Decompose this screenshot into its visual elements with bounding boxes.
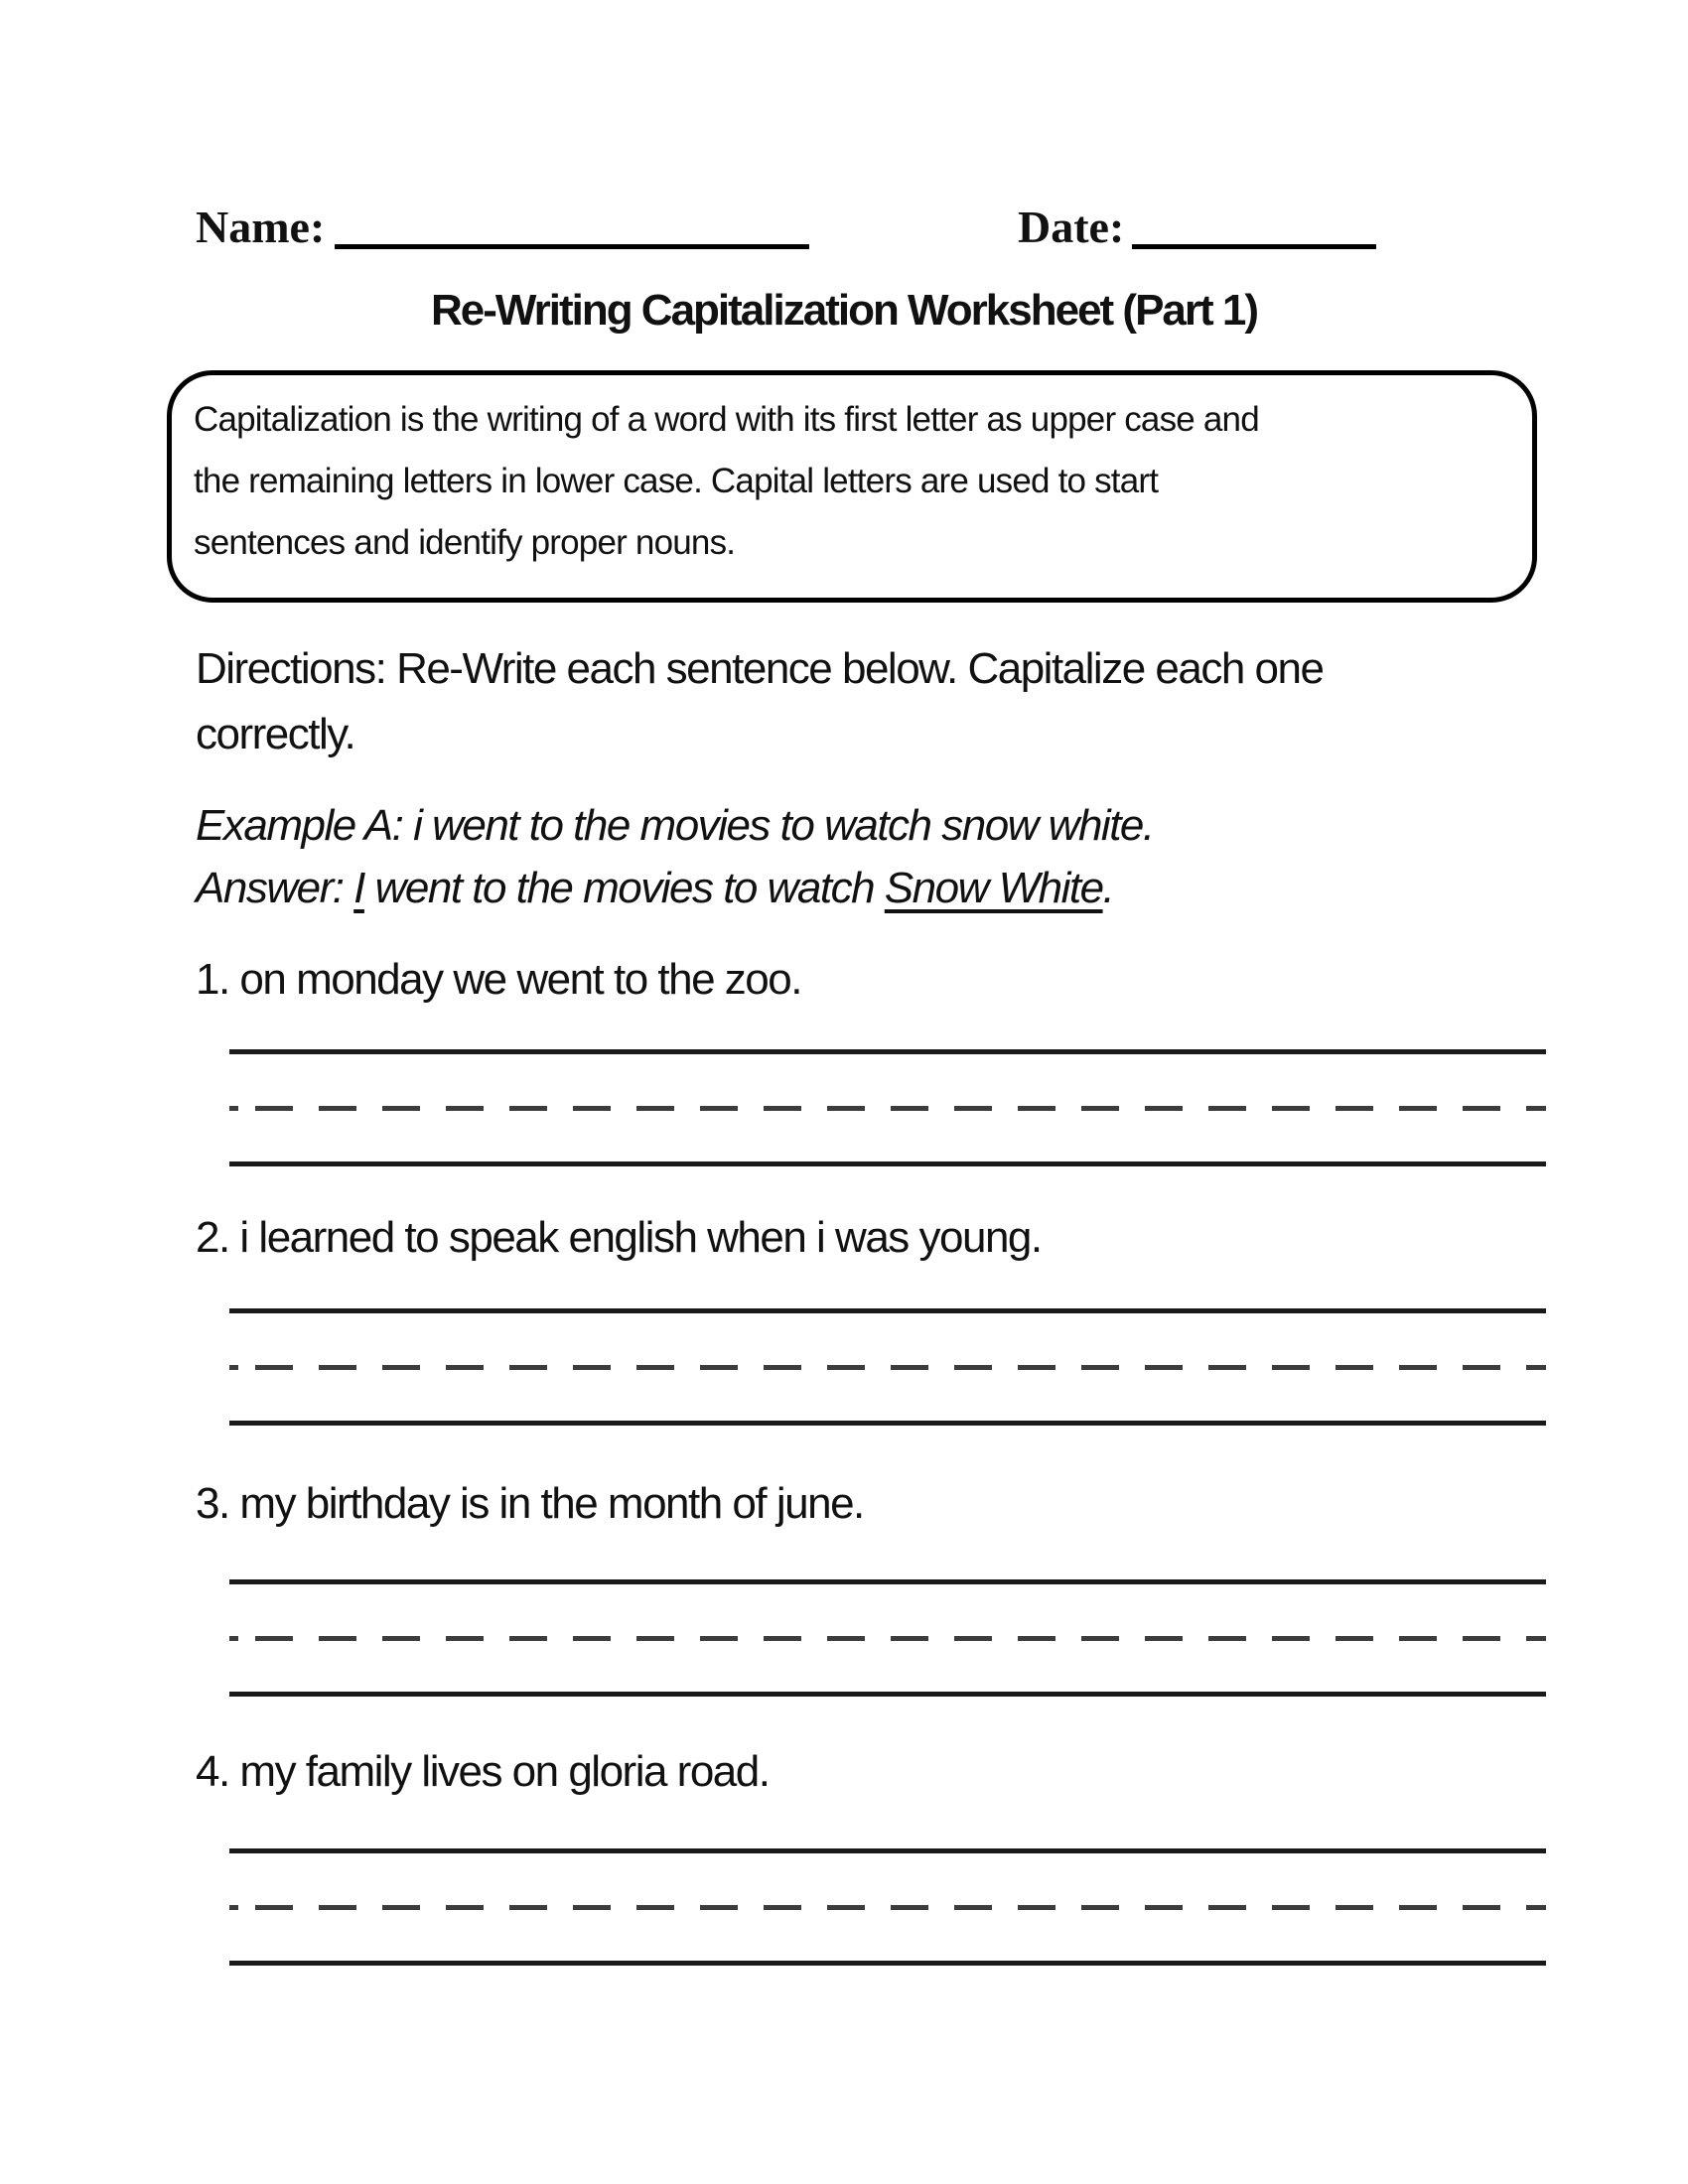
example-answer-underlined-snow-white: Snow White xyxy=(884,864,1103,912)
writing-line-top xyxy=(229,1848,1546,1853)
definition-text xyxy=(194,389,1259,574)
example-answer-period: . xyxy=(1102,864,1114,912)
example-answer-label: Answer: xyxy=(196,864,354,912)
definition-line-3: sentences and identify proper nouns. xyxy=(194,523,736,562)
date-label: Date: xyxy=(1018,202,1125,252)
directions-line-2: correctly. xyxy=(196,710,355,758)
sentence-item-2: 2. i learned to speak english when i was young. xyxy=(196,1213,1042,1262)
writing-line-middle-dashed xyxy=(229,1106,1546,1111)
sentence-item-1: 1. on monday we went to the zoo. xyxy=(196,955,801,1004)
writing-line-bottom xyxy=(229,1961,1546,1966)
writing-line-bottom xyxy=(229,1692,1546,1697)
writing-line-top xyxy=(229,1049,1546,1054)
writing-line-middle-dashed xyxy=(229,1636,1546,1641)
directions-line-1: Directions: Re-Write each sentence below. Capitalize each one xyxy=(196,644,1324,693)
writing-line-top xyxy=(229,1579,1546,1584)
answer-lines-1[interactable] xyxy=(229,1049,1546,1166)
answer-lines-4[interactable] xyxy=(229,1848,1546,1966)
example-answer-middle: went to the movies to watch xyxy=(363,864,885,912)
writing-line-middle-dashed xyxy=(229,1365,1546,1370)
date-blank-line[interactable] xyxy=(1132,244,1376,249)
writing-line-middle-dashed xyxy=(229,1905,1546,1910)
writing-line-bottom xyxy=(229,1421,1546,1426)
example-block xyxy=(196,794,1154,919)
writing-line-top xyxy=(229,1308,1546,1313)
name-label: Name: xyxy=(196,202,326,252)
name-blank-line[interactable] xyxy=(335,244,809,249)
worksheet-title: Re-Writing Capitalization Worksheet (Part 1) xyxy=(430,286,1258,335)
sentence-item-4: 4. my family lives on gloria road. xyxy=(196,1747,770,1796)
answer-lines-3[interactable] xyxy=(229,1579,1546,1697)
answer-lines-2[interactable] xyxy=(229,1308,1546,1426)
example-answer xyxy=(196,857,1154,919)
definition-line-1: Capitalization is the writing of a word with its first letter as upper case and xyxy=(194,400,1259,439)
sentence-item-3: 3. my birthday is in the month of june. xyxy=(196,1479,864,1528)
example-prompt: Example A: i went to the movies to watch snow white. xyxy=(196,801,1154,850)
example-answer-underlined-i: I xyxy=(353,864,364,912)
directions-text xyxy=(196,636,1323,767)
definition-box xyxy=(167,370,1537,603)
definition-line-2: the remaining letters in lower case. Capital letters are used to start xyxy=(194,462,1159,500)
writing-line-bottom xyxy=(229,1161,1546,1166)
